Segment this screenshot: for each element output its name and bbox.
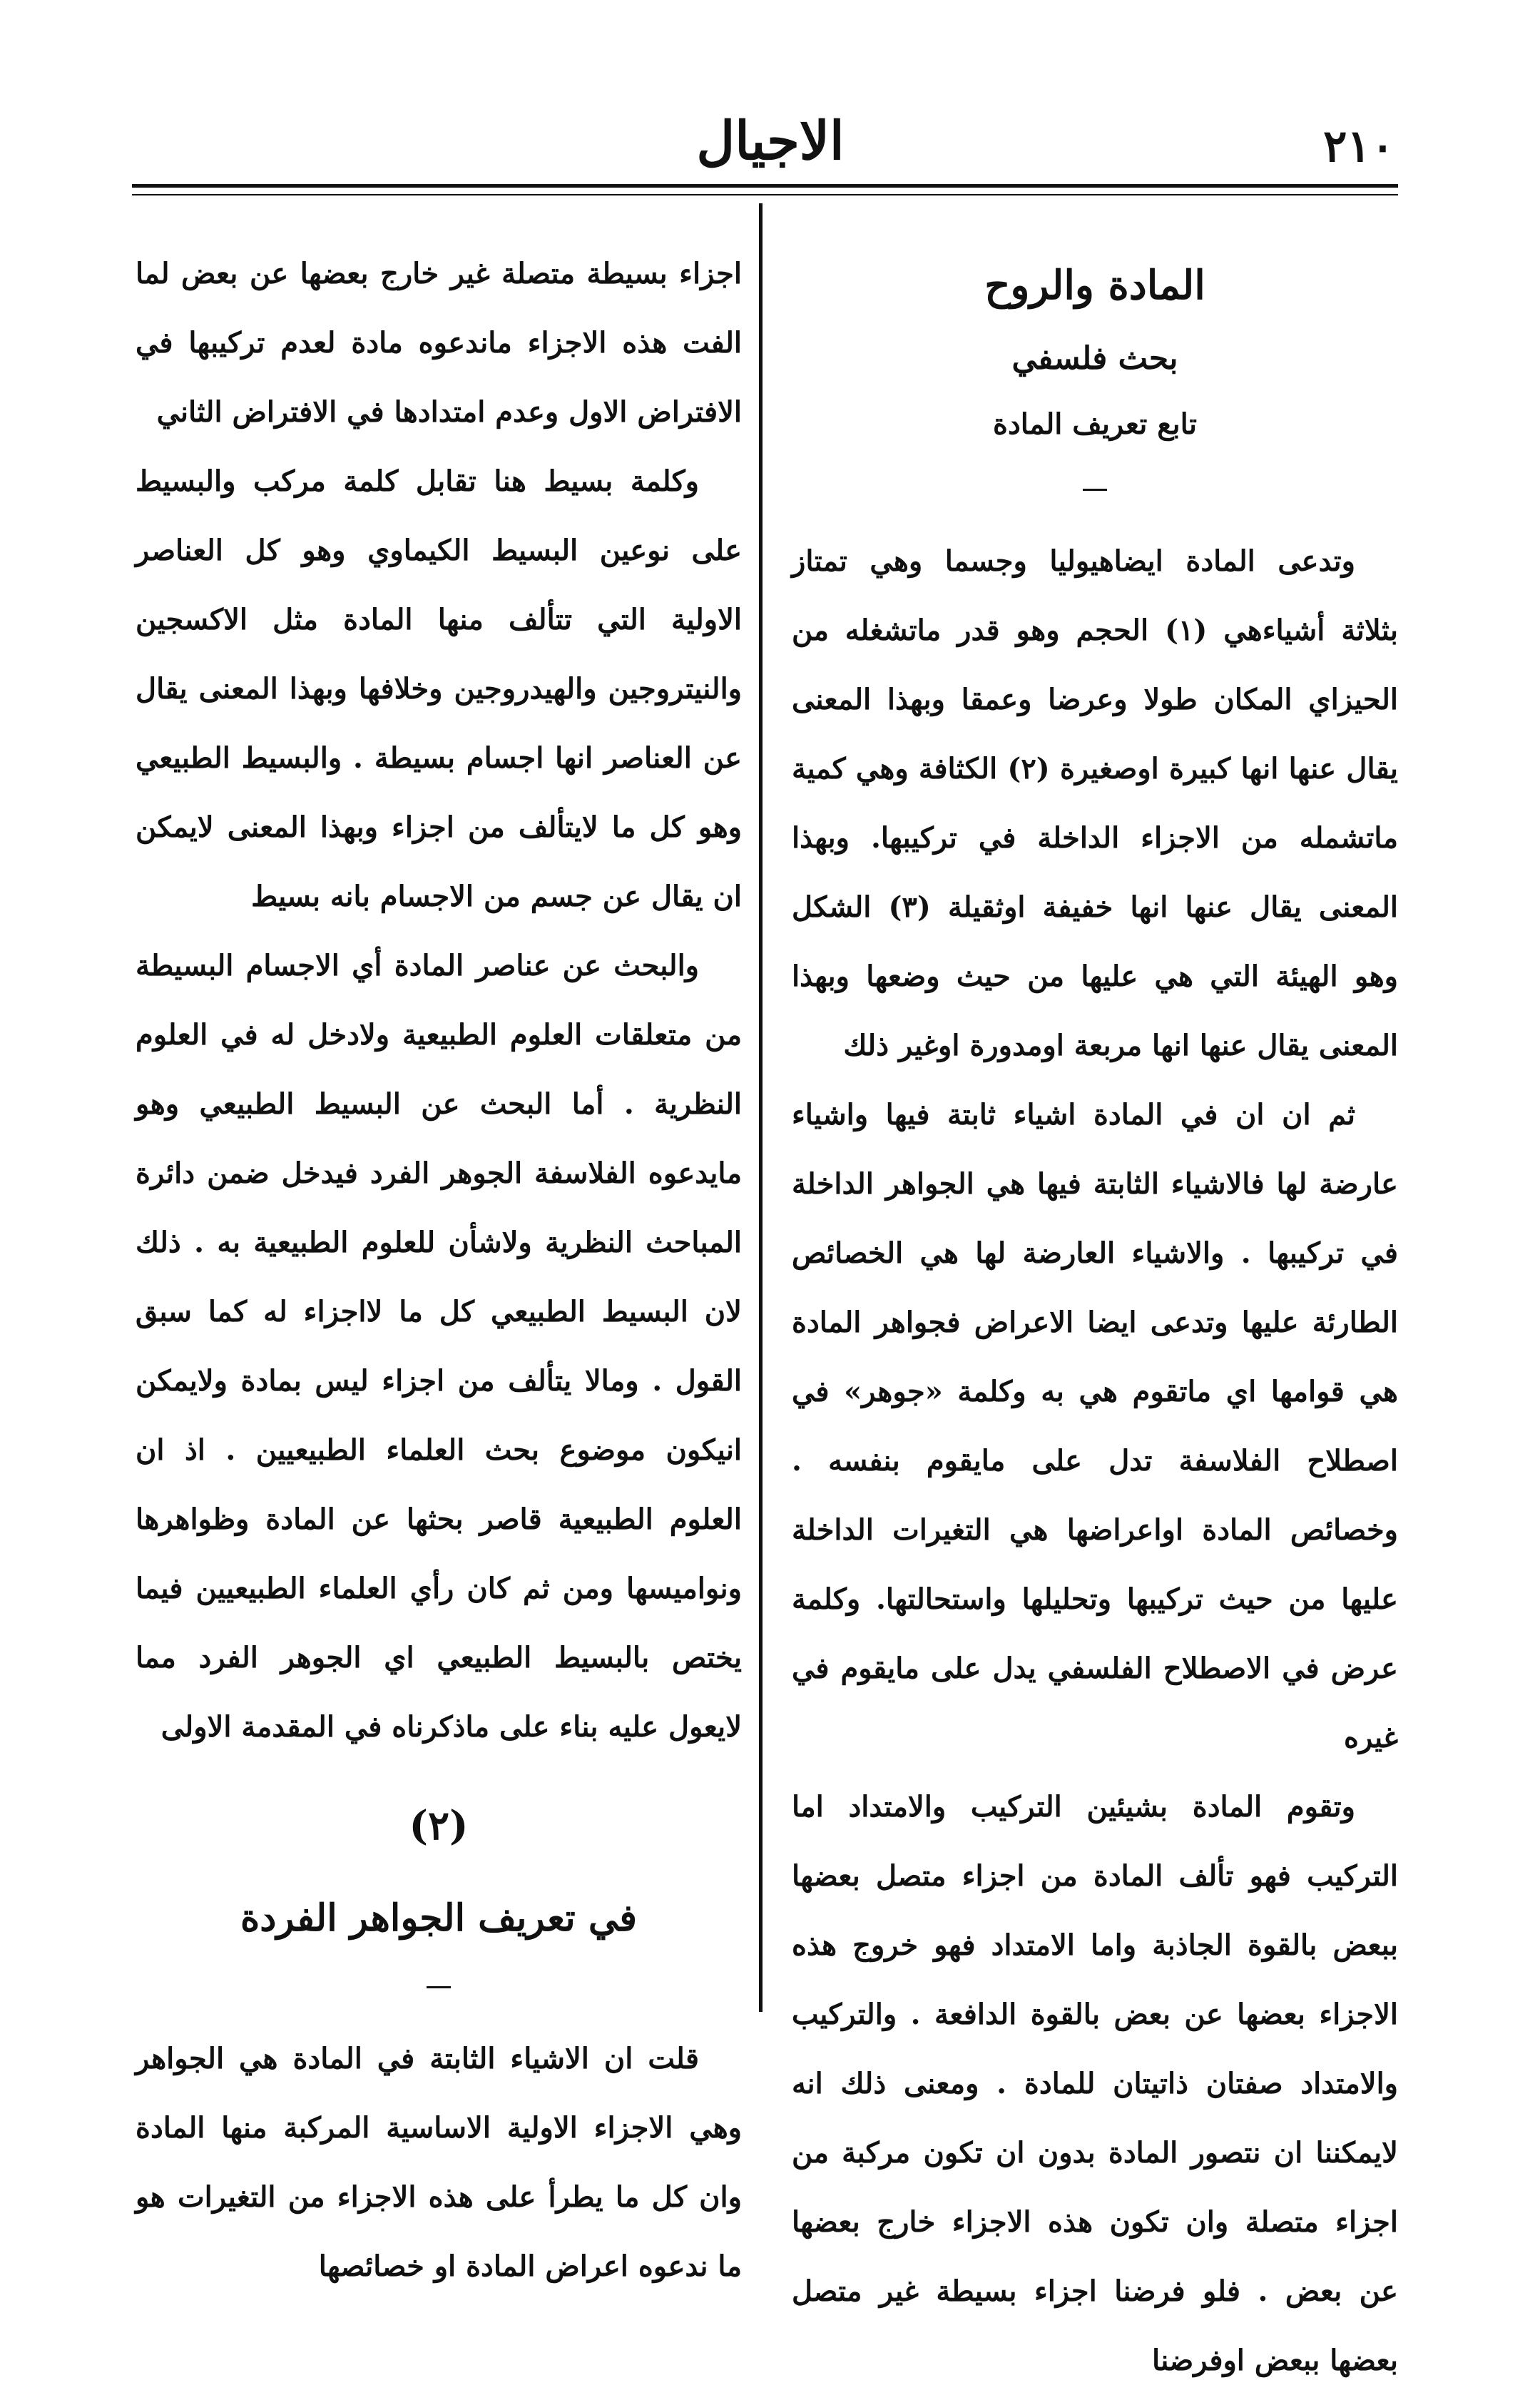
page-number: ٢١٠ [1323,120,1394,172]
section-title: في تعريف الجواهر الفردة [240,1896,638,1940]
article-title: المادة والروح [984,262,1205,309]
title-separator [1083,489,1107,491]
column-divider [759,203,763,2012]
article-subtitle: بحث فلسفي [1011,340,1178,377]
left-column [136,239,742,2301]
article-series-label: تابع تعريف المادة [992,407,1197,441]
paragraph: اجزاء بسيطة متصلة غير خارج بعضها عن بعض لما الفت هذه الاجزاء ماندعوه مادة لعدم تركيبها في الافتراض الاول وعدم امتدادها في الافتراض الثاني [136,257,742,429]
section-separator [427,1986,451,1988]
paragraph: والبحث عن عناصر المادة أي الاجسام البسيطة من متعلقات العلوم الطبيعية ولادخل له في العلوم النظرية . أما البحث عن البسيط الطبيعي وهو مايدعوه الفلاسفة الجوهر الفرد فيدخل ضمن دائرة المباحث النظرية ولاشأن للعلوم الطبيعية به . ذلك لان البسيط الطبيعي كل ما لااجزاء له كما سبق القول . ومالا يتألف من اجزاء ليس بمادة ولايمكن انيكون موضوع بحث العلماء الطبيعيين . اذ ان العلوم الطبيعية قاصر بحثها عن المادة وظواهرها ونواميسها ومن ثم كان رأي العلماء الطبيعيين فيما يختص بالبسيط الطبيعي اي الجوهر الفرد مما لايعول عليه بناء على ماذكرناه في المقدمة الاولى [136,949,743,1744]
journal-title: الاجيال [696,111,845,172]
paragraph: وكلمة بسيط هنا تقابل كلمة مركب والبسيط على نوعين البسيط الكيماوي وهو كل العناصر الاولية التي تتألف منها المادة مثل الاكسجين والنيتروجين والهيدروجين وخلافها وبهذا المعنى يقال عن العناصر انها اجسام بسيطة . والبسيط الطبيعي وهو كل ما لايتألف من اجزاء وبهذا المعنى لايمكن ان يقال عن جسم من الاجسام بانه بسيط [136,464,742,913]
header-rule [132,184,1398,195]
paragraph: قلت ان الاشياء الثابتة في المادة هي الجواهر وهي الاجزاء الاولية الاساسية المركبة منها المادة وان كل ما يطرأ على هذه الاجزاء من التغيرات هو ما ندعوه اعراض المادة او خصائصها [136,2042,742,2283]
section-number: (٢) [409,1802,469,1849]
paragraph: وتقوم المادة بشيئين التركيب والامتداد اما التركيب فهو تألف المادة من اجزاء متصل بعضها ببعض بالقوة الجاذبة واما الامتداد فهو خروج هذه الاجزاء بعضها عن بعض بالقوة الدافعة . والتركيب والامتداد صفتان ذاتيتان للمادة . ومعنى ذلك انه لايمكننا ان نتصور المادة بدون ان تكون مركبة من اجزاء متصلة وان تكون هذه الاجزاء خارج بعضها عن بعض . فلو فرضنا اجزاء بسيطة غير متصل بعضها ببعض اوفرضنا [792,1790,1398,2377]
paragraph: ثم ان ان في المادة اشياء ثابتة فيها واشياء عارضة لها فالاشياء الثابتة فيها هي الجواهر الداخلة في تركيبها . والاشياء العارضة لها هي الخصائص الطارئة عليها وتدعى ايضا الاعراض فجواهر المادة هي قوامها اي ماتقوم هي به وكلمة «جوهر» في اصطلاح الفلاسفة تدل على مايقوم بنفسه . وخصائص المادة اواعراضها هي التغيرات الداخلة عليها من حيث تركيبها وتحليلها واستحالتها. وكلمة عرض في الاصطلاح الفلسفي يدل على مايقوم في غيره [792,1098,1398,1754]
paragraph: وتدعى المادة ايضاهيوليا وجسما وهي تمتاز بثلاثة أشياءهي (١) الحجم وهو قدر ماتشغله من الحيزاي المكان طولا وعرضا وعمقا وبهذا المعنى يقال عنها انها كبيرة اوصغيرة (٢) الكثافة وهي كمية ماتشمله من الاجزاء الداخلة في تركيبها. وبهذا المعنى يقال عنها انها خفيفة اوثقيلة (٣) الشكل وهو الهيئة التي هي عليها من حيث وضعها وبهذا المعنى يقال عنها انها مربعة اومدورة اوغير ذلك [792,544,1399,1062]
right-column [792,239,1398,2395]
